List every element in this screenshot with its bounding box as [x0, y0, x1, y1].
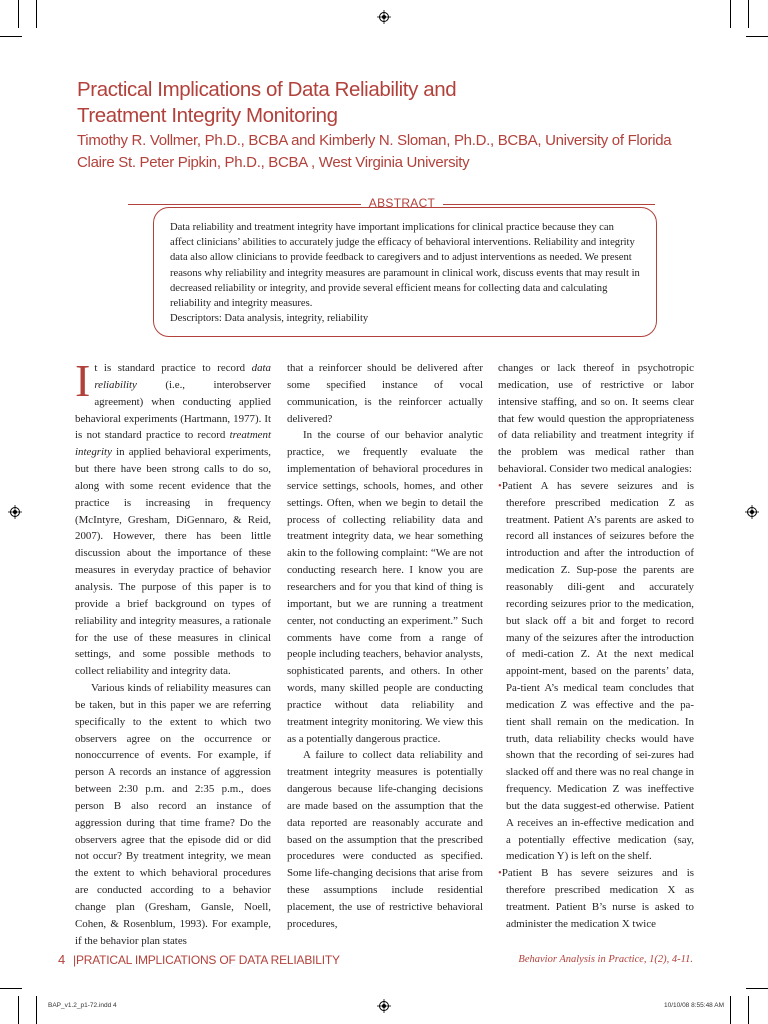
- text-run: (i.e., interobserver agreement) when conducting applied behavioral experiments (Hartmann, 1977). It is not standard practice to record: [75, 378, 271, 442]
- crop-mark: [18, 0, 19, 28]
- crop-mark: [0, 36, 22, 37]
- crop-mark: [18, 996, 19, 1024]
- text-run: in applied behavioral experiments, but there have been strong calls to do so, along with some recent evidence that the practice is increasing in frequency (McIntyre, Gresham, DiGennaro, & Reid, 2007). However, there has been little discussion about the importance of these measures in everyday practice of behavior analysis. The purpose of this paper is to provide a brief background on types of reliability and integrity measures, a rationale for the use of these measures in clinical settings, and some possible methods to collect reliability and integrity data.: [75, 446, 271, 678]
- author-line: Timothy R. Vollmer, Ph.D., BCBA and Kimberly N. Sloman, Ph.D., BCBA, University of Florida: [77, 132, 672, 149]
- running-title: |PRATICAL IMPLICATIONS OF DATA RELIABILITY: [73, 953, 340, 967]
- paper-title: [77, 77, 697, 129]
- abstract-descriptors: Descriptors: Data analysis, integrity, reliability: [170, 313, 369, 325]
- crop-mark: [746, 36, 768, 37]
- crop-mark: [748, 0, 749, 28]
- slug-timestamp: 10/10/08 8:55:48 AM: [664, 1002, 724, 1009]
- body-column-2: [287, 360, 483, 933]
- bullet-item: [498, 865, 694, 932]
- bullet-icon: •: [498, 867, 502, 880]
- paper-title-line: Practical Implications of Data Reliability and: [77, 78, 457, 101]
- bullet-item: [498, 478, 694, 865]
- crop-mark: [748, 996, 749, 1024]
- page-number: 4: [58, 952, 66, 967]
- author-line: Claire St. Peter Pipkin, Ph.D., BCBA , West Virginia University: [77, 154, 470, 171]
- registration-mark-icon: [377, 999, 391, 1013]
- paragraph: [75, 355, 271, 680]
- registration-mark-icon: [8, 505, 22, 519]
- abstract-rule: [443, 204, 655, 205]
- paragraph: that a reinforcer should be delivered after some specified instance of vocal communication, is the reinforcer actually delivered?: [287, 362, 483, 425]
- paragraph: Various kinds of reliability measures can be taken, but in this paper we are referring specifically to the extent to which two observers agree on the occurrence or nonoccurrence of events. For example, if person A records an instance of aggression between 2:30 p.m. and 2:35 p.m., does person B also record an instance of aggression during that time frame? Do the observers agree that the episode did or did not occur? By treatment integrity, we mean the extent to which behavioral procedures are conducted according to a behavior change plan (Gresham, Gansle, Noell, Cohen, & Rosenblum, 1993). For example, if the behavior plan states: [75, 682, 271, 947]
- text-run: t is standard practice to record: [94, 362, 252, 374]
- crop-mark: [36, 996, 37, 1024]
- crop-mark: [730, 0, 731, 28]
- body-column-3: [498, 360, 694, 933]
- paragraph: changes or lack thereof in psychotropic medication, use of restrictive or labor intensive staffing, and so on. It seems clear that few would question the appropriateness of data reliability and treatment integrity if the problem was medical rather than behavioral. Consider two medical analogies:: [498, 362, 694, 476]
- running-footer: [58, 952, 340, 967]
- abstract-body: Data reliability and treatment integrity have important implications for clinical practice because they can affect clinicians’ abilities to accurately judge the efficacy of behavioral interventions. Reliability and integrity data also allow clinicians to provide feedback to caregivers and to adjust interventions as needed. We present reasons why reliability and integrity measures are paramount in clinical work, discuss events that may result in decreased reliability or integrity, and provide several efficient means for collecting data and calculating reliability and integrity measures.: [170, 222, 640, 310]
- bullet-icon: •: [498, 479, 502, 492]
- text-run: Patient B has severe seizures and is therefore prescribed medication X as treatment. Patient B’s nurse is asked to administer the medication X twice: [501, 867, 694, 930]
- emphasis: data reliability: [94, 362, 271, 391]
- slug-filename: BAP_v1.2_p1-72.indd 4: [48, 1002, 117, 1009]
- body-column-1: [75, 355, 271, 950]
- paragraph: In the course of our behavior analytic practice, we frequently evaluate the implementation of behavioral procedures in service settings, schools, homes, and other settings. Often, when we begin to detail the process of collecting reliability data and treatment integrity data, we hear something akin to the following complaint: “We are not conducting research here. I know you are researchers and for you that kind of thing is important, but we are running a treatment center, not conducting an experiment.” Such comments have come from a range of people including teachers, behavior analysts, sophisticated parents, and others. In other words, many skilled people are conducting practice without data reliability and treatment integrity monitoring. We view this as a potentially dangerous practice.: [287, 429, 483, 745]
- abstract-box: [153, 207, 657, 337]
- crop-mark: [36, 0, 37, 28]
- crop-mark: [730, 996, 731, 1024]
- registration-mark-icon: [745, 505, 759, 519]
- paragraph: A failure to collect data reliability and treatment integrity measures is potentially dangerous because life-changing decisions are made based on the assumption that the data reported are reasonably accurate and based on the assumption that the prescribed procedures were conducted as specified. Some life-changing decisions that arise from these assumptions include residential placement, the use of restrictive behavioral procedures,: [287, 749, 483, 930]
- drop-cap: I: [75, 355, 91, 406]
- abstract-label: ABSTRACT: [368, 196, 436, 210]
- journal-citation: Behavior Analysis in Practice, 1(2), 4-11.: [518, 954, 693, 965]
- crop-mark: [746, 988, 768, 989]
- paper-title-line: Treatment Integrity Monitoring: [77, 104, 338, 127]
- crop-mark: [0, 988, 22, 989]
- emphasis: treatment integrity: [75, 429, 271, 459]
- registration-mark-icon: [377, 10, 391, 24]
- author-list: [77, 130, 717, 174]
- abstract-rule: [128, 204, 361, 205]
- text-run: Patient A has severe seizures and is therefore prescribed medication Z as treatment. Patient A’s parents are asked to record all instances of seizures before the introduction and after the introduction of medication Z. Sup-pose the parents are reasonably dili-gent and accurately recording seizures prior to the medication, but slack off a bit and forget to record many of the seizures after the introduction of medi-cation Z. At the next medical appoint-ment, based on the parents’ data, Pa-tient A’s medical team concludes that medication Z was effective and the pa-tient shall remain on the medication. In truth, data reliability checks would have shown that the recording of sei-zures had slacked off and there was no real change in frequency. Medication Z was ineffective but the data suggest-ed otherwise. Patient A receives an in-effective medication and a potentially effective medication (say, medication Y) is left on the shelf.: [501, 479, 694, 863]
